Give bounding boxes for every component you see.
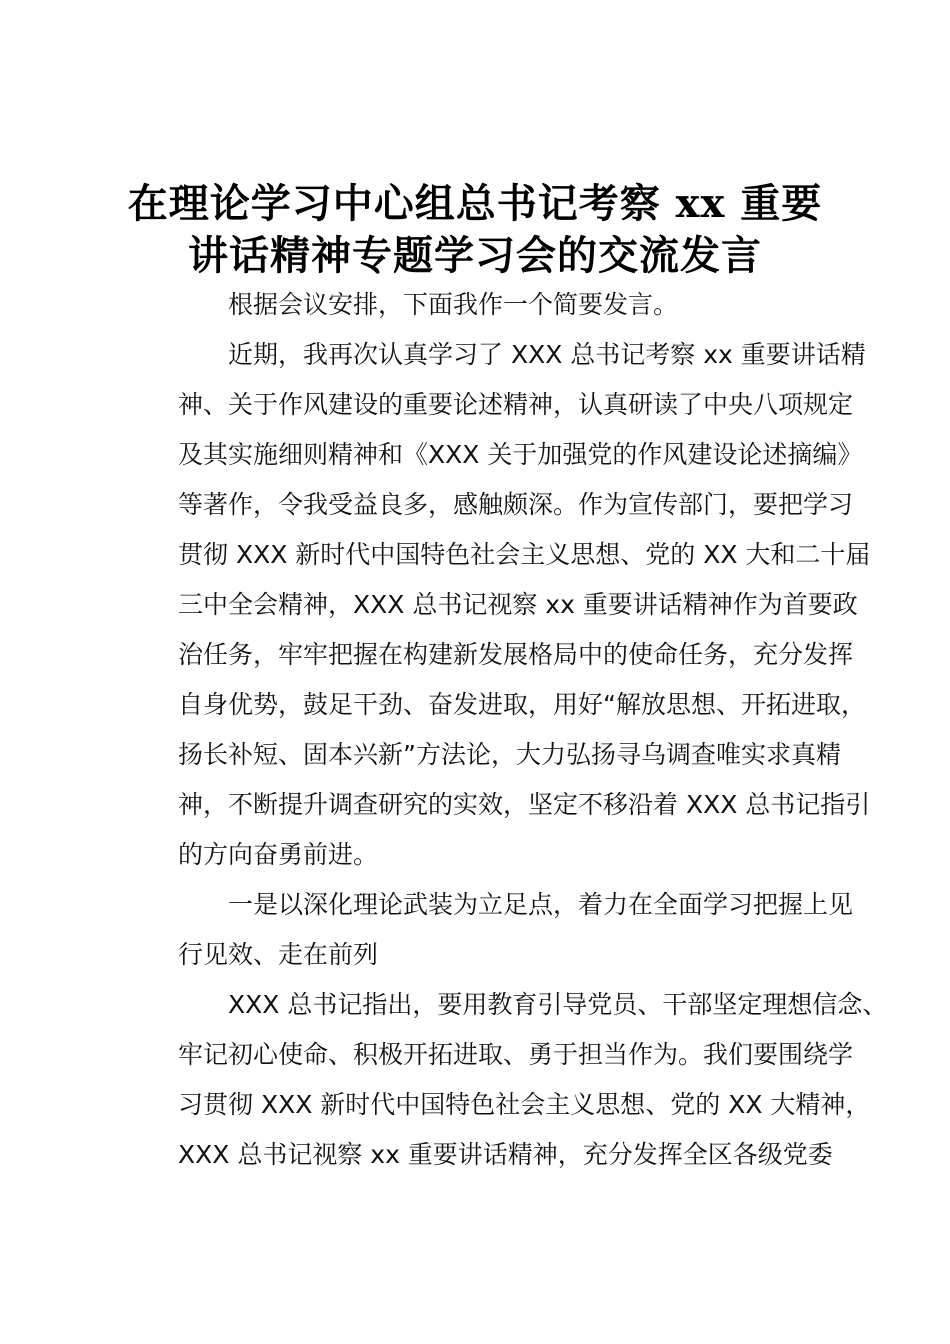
text-line: 神，不断提升调查研究的实效，坚定不移沿着 XXX 总书记指引 (178, 790, 871, 819)
text-line: 一是以深化理论武装为立足点，着力在全面学习把握上见 (228, 890, 854, 919)
title-line-2: 讲话精神专题学习会的交流发言 (188, 232, 762, 279)
text-line: 扬长补短、固本兴新”方法论，大力弘扬寻乌调查唯实求真精 (178, 740, 841, 769)
document-body (128, 280, 888, 1180)
text-line: 等著作，令我受益良多，感触颇深。作为宣传部门，要把学习 (178, 490, 854, 519)
text-line: 三中全会精神，XXX 总书记视察 xx 重要讲话精神作为首要政 (178, 590, 858, 619)
text-line: 习贯彻 XXX 新时代中国特色社会主义思想、党的 XX 大精神， (178, 1090, 871, 1119)
text-line: 行见效、走在前列 (178, 940, 379, 969)
document-title (100, 178, 850, 282)
text-line: 及其实施细则精神和《XXX 关于加强党的作风建设论述摘编》 (178, 440, 863, 469)
text-line: 牢记初心使命、积极开拓进取、勇于担当作为。我们要围绕学 (178, 1040, 854, 1069)
text-line: XXX 总书记指出，要用教育引导党员、干部坚定理想信念、 (228, 990, 888, 1019)
text-line: 的方向奋勇前进。 (178, 840, 379, 869)
text-line: 自身优势，鼓足干劲、奋发进取，用好“解放思想、开拓进取， (178, 690, 866, 719)
text-line: 近期，我再次认真学习了 XXX 总书记考察 xx 重要讲话精 (228, 340, 866, 369)
title-line-1: 在理论学习中心组总书记考察 xx 重要 (127, 180, 823, 227)
paragraph-section-one-body (128, 980, 888, 1180)
text-line: 治任务，牢牢把握在构建新发展格局中的使命任务，充分发挥 (178, 640, 854, 669)
paragraph-section-one-heading (128, 880, 858, 980)
text-line: 神、关于作风建设的重要论述精神，认真研读了中央八项规定 (178, 390, 854, 419)
text-line: XXX 总书记视察 xx 重要讲话精神，充分发挥全区各级党委 (178, 1140, 833, 1169)
text-line: 贯彻 XXX 新时代中国特色社会主义思想、党的 XX 大和二十届 (178, 540, 871, 569)
paragraph-opening (128, 280, 858, 330)
text-line: 根据会议安排，下面我作一个简要发言。 (228, 290, 679, 319)
paragraph-recent-study (128, 330, 871, 880)
